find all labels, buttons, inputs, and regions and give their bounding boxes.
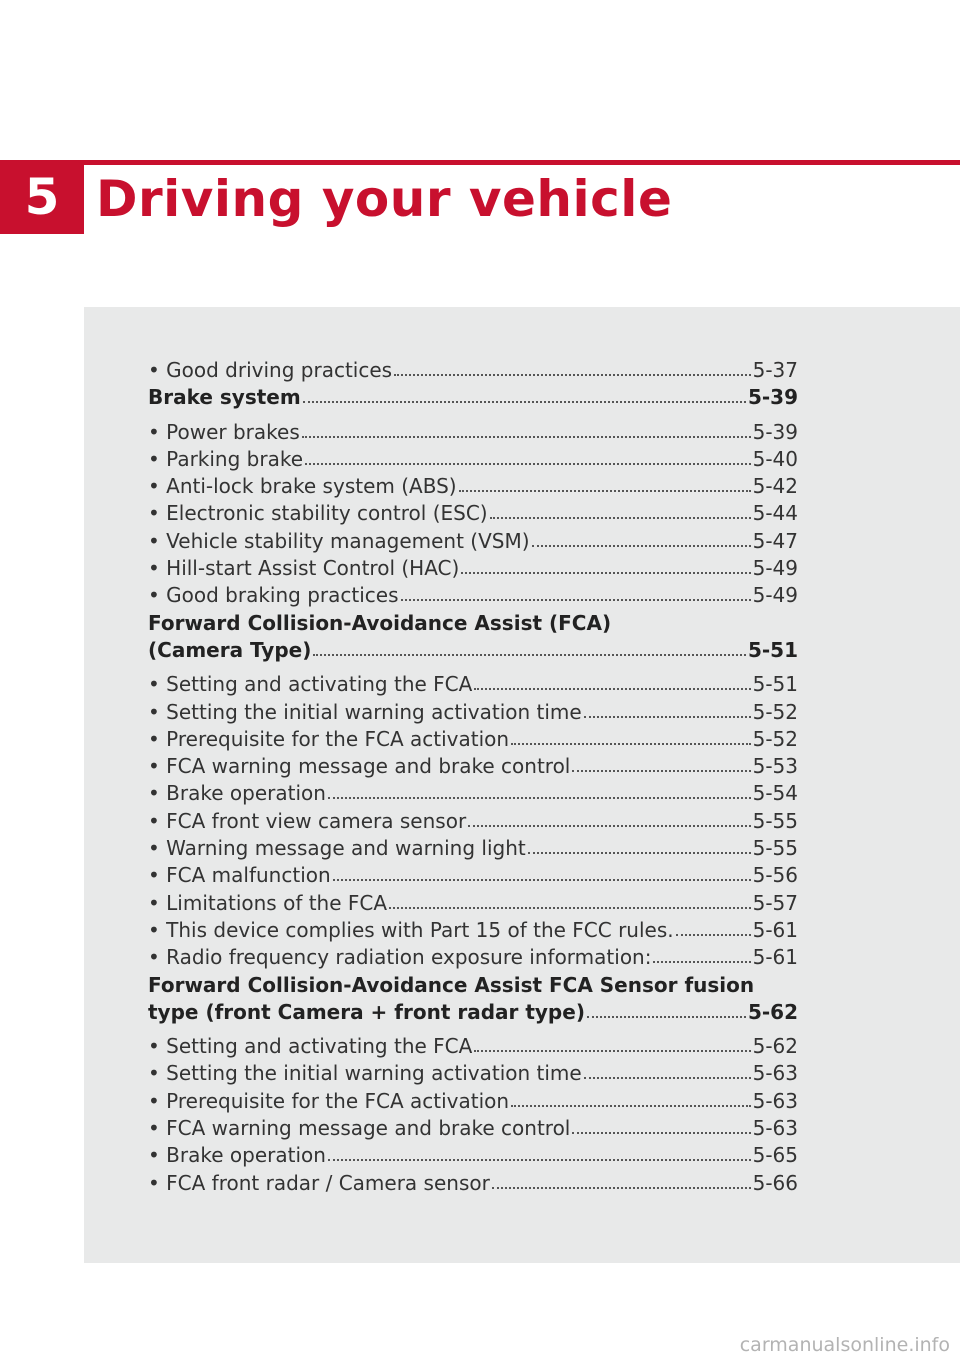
toc-section-entry[interactable] [148, 384, 798, 411]
toc-entry-label: • Vehicle stability management (VSM) [148, 528, 530, 553]
toc-entry[interactable] [148, 500, 798, 527]
toc-dot-leader [401, 595, 751, 601]
toc-entry[interactable] [148, 555, 798, 582]
toc-page-number: 5-42 [752, 474, 798, 499]
toc-entry[interactable] [148, 1170, 798, 1197]
toc-page-number: 5-51 [752, 672, 798, 697]
toc-page-number: 5-49 [752, 556, 798, 581]
toc-page-number: 5-63 [752, 1116, 798, 1141]
toc-dot-leader [461, 568, 750, 574]
toc-page-number: 5-62 [752, 1034, 798, 1059]
toc-entry-label: • Brake operation [148, 781, 326, 806]
toc-entry-label: • Setting and activating the FCA [148, 1034, 473, 1059]
chapter-title: Driving your vehicle [96, 170, 673, 228]
toc-entry[interactable] [148, 780, 798, 807]
toc-entry-label: • FCA warning message and brake control [148, 1116, 571, 1141]
chapter-header-rule [84, 160, 960, 165]
toc-entry[interactable] [148, 944, 798, 971]
toc-entry[interactable] [148, 1115, 798, 1142]
toc-entry-label: • FCA front view camera sensor [148, 808, 467, 833]
toc-page-number: 5-52 [752, 726, 798, 751]
toc-entry-label: • This device complies with Part 15 of the FCC rules. [148, 917, 674, 942]
toc-entry[interactable] [148, 1088, 798, 1115]
toc-section-heading: Forward Collision-Avoidance Assist (FCA) [148, 610, 612, 635]
toc-page-number: 5-55 [752, 836, 798, 861]
toc-entry-label: • Setting and activating the FCA [148, 672, 473, 697]
toc-entry[interactable] [148, 917, 798, 944]
toc-page-number: 5-49 [752, 583, 798, 608]
toc-entry-label: • Parking brake [148, 446, 304, 471]
toc-dot-leader [490, 513, 751, 519]
toc-dot-leader [328, 1155, 751, 1161]
toc-entry[interactable] [148, 357, 798, 384]
toc-entry[interactable] [148, 1142, 798, 1169]
toc-entry-label: • Anti-lock brake system (ABS) [148, 474, 457, 499]
toc-page-number: 5-61 [752, 917, 798, 942]
toc-entry-label: • Warning message and warning light [148, 836, 526, 861]
toc-entry-label: • FCA malfunction [148, 863, 331, 888]
toc-entry-label: • FCA warning message and brake control [148, 754, 571, 779]
toc-page-number: 5-51 [747, 637, 798, 662]
toc-dot-leader [587, 1012, 746, 1018]
toc-dot-leader [305, 459, 751, 465]
toc-dot-leader [584, 712, 751, 718]
table-of-contents [148, 357, 798, 1197]
toc-entry[interactable] [148, 528, 798, 555]
toc-page-number: 5-47 [752, 528, 798, 553]
toc-entry[interactable] [148, 446, 798, 473]
toc-entry-label: • Brake operation [148, 1143, 326, 1168]
toc-dot-leader [313, 650, 746, 656]
toc-page-number: 5-65 [752, 1143, 798, 1168]
toc-section-entry[interactable] [148, 637, 798, 664]
toc-page-number: 5-39 [747, 385, 798, 410]
toc-entry-label: • Hill-start Assist Control (HAC) [148, 556, 460, 581]
toc-dot-leader [653, 957, 750, 963]
toc-page-number: 5-54 [752, 781, 798, 806]
toc-section-entry[interactable] [148, 999, 798, 1026]
toc-page-number: 5-55 [752, 808, 798, 833]
toc-dot-leader [511, 1101, 751, 1107]
toc-page-number: 5-39 [752, 419, 798, 444]
toc-entry[interactable] [148, 699, 798, 726]
toc-entry[interactable] [148, 835, 798, 862]
toc-entry[interactable] [148, 419, 798, 446]
toc-dot-leader [676, 930, 751, 936]
toc-dot-leader [572, 766, 750, 772]
toc-page-number: 5-40 [752, 446, 798, 471]
toc-dot-leader [572, 1128, 750, 1134]
toc-page-number: 5-62 [747, 999, 798, 1024]
toc-entry-label: • Radio frequency radiation exposure information: [148, 945, 652, 970]
toc-entry-label: • Electronic stability control (ESC) [148, 501, 488, 526]
toc-entry-label: • Good driving practices [148, 358, 393, 382]
toc-dot-leader [532, 541, 751, 547]
toc-entry-label: • Power brakes [148, 419, 300, 444]
toc-dot-leader [333, 875, 751, 881]
toc-entry-label: • Good braking practices [148, 583, 399, 608]
toc-dot-leader [528, 848, 751, 854]
chapter-number-tab [0, 160, 84, 234]
toc-dot-leader [511, 739, 751, 745]
toc-dot-leader [303, 397, 746, 403]
toc-page-number: 5-63 [752, 1061, 798, 1086]
toc-entry-label: • Setting the initial warning activation time [148, 699, 582, 724]
toc-dot-leader [394, 370, 751, 376]
toc-dot-leader [328, 793, 751, 799]
toc-page-number: 5-56 [752, 863, 798, 888]
toc-entry[interactable] [148, 1033, 798, 1060]
toc-dot-leader [474, 1046, 750, 1052]
toc-dot-leader [459, 486, 751, 492]
toc-entry[interactable] [148, 862, 798, 889]
toc-entry[interactable] [148, 808, 798, 835]
toc-entry-label: • Setting the initial warning activation time [148, 1061, 582, 1086]
toc-dot-leader [302, 432, 751, 438]
toc-dot-leader [492, 1183, 751, 1189]
toc-page-number: 5-53 [752, 754, 798, 779]
toc-page-number: 5-37 [752, 358, 798, 382]
toc-page-number: 5-66 [752, 1170, 798, 1195]
toc-page-number: 5-44 [752, 501, 798, 526]
toc-entry[interactable] [148, 890, 798, 917]
toc-entry-label: type (front Camera + front radar type) [148, 999, 585, 1024]
toc-entry-label: Brake system [148, 385, 301, 410]
toc-section-heading: Forward Collision-Avoidance Assist FCA Sensor fusion [148, 972, 755, 997]
toc-entry-label: • Prerequisite for the FCA activation [148, 1088, 510, 1113]
toc-entry[interactable] [148, 726, 798, 753]
toc-dot-leader [468, 821, 750, 827]
toc-dot-leader [584, 1073, 751, 1079]
toc-dot-leader [389, 903, 751, 909]
toc-entry-label: • Prerequisite for the FCA activation [148, 726, 510, 751]
toc-entry[interactable] [148, 582, 798, 609]
toc-page-number: 5-52 [752, 699, 798, 724]
toc-entry[interactable] [148, 473, 798, 500]
watermark-text: carmanualsonline.info [739, 1334, 950, 1356]
toc-entry-label: • FCA front radar / Camera sensor [148, 1170, 490, 1195]
toc-page-number: 5-63 [752, 1088, 798, 1113]
toc-page-number: 5-57 [752, 890, 798, 915]
toc-entry-label: • Limitations of the FCA [148, 890, 388, 915]
toc-page-number: 5-61 [752, 945, 798, 970]
toc-entry[interactable] [148, 1060, 798, 1087]
toc-entry[interactable] [148, 753, 798, 780]
chapter-number: 5 [24, 168, 60, 226]
toc-entry-label: (Camera Type) [148, 637, 312, 662]
toc-entry[interactable] [148, 671, 798, 698]
toc-dot-leader [474, 684, 750, 690]
